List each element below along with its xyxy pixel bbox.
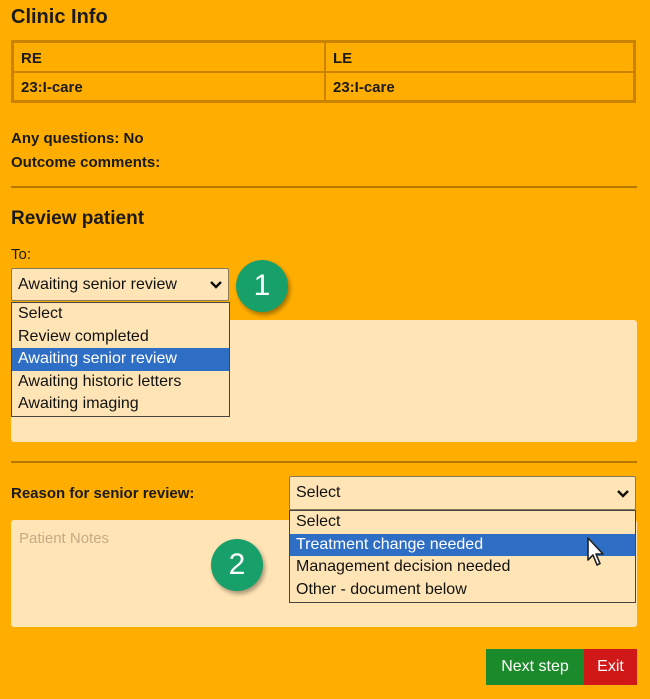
any-questions-text: Any questions: No: [11, 130, 144, 147]
chevron-down-icon: [210, 277, 222, 292]
reason-option[interactable]: Other - document below: [296, 580, 467, 598]
to-option[interactable]: Select: [18, 305, 63, 322]
table-divider: [14, 71, 633, 73]
chevron-down-icon: [617, 486, 629, 501]
clinic-info-title: Clinic Info: [11, 6, 108, 28]
to-select[interactable]: [11, 268, 229, 301]
to-option-selected[interactable]: Awaiting senior review: [12, 348, 229, 371]
section-divider: [11, 186, 637, 188]
exit-button[interactable]: Exit: [584, 649, 637, 685]
reason-select[interactable]: [289, 476, 636, 510]
next-step-button[interactable]: Next step: [486, 649, 584, 685]
step-badge-2: 2: [211, 539, 263, 591]
reason-select-value: Select: [296, 484, 341, 501]
to-option[interactable]: Review completed: [18, 327, 149, 345]
reason-option-highlighted[interactable]: Treatment change needed: [290, 534, 635, 557]
step-badge-1: 1: [236, 260, 288, 312]
table-cell-le: 23:I-care: [333, 79, 395, 96]
reason-dropdown-list[interactable]: [289, 510, 636, 603]
mouse-pointer-icon: [586, 536, 606, 573]
outcome-comments-text: Outcome comments:: [11, 154, 161, 171]
table-header-le: LE: [333, 50, 353, 67]
reason-label: Reason for senior review:: [11, 485, 195, 502]
to-label: To:: [11, 246, 32, 263]
reason-option[interactable]: Management decision needed: [296, 558, 511, 575]
reason-option[interactable]: Select: [296, 513, 341, 530]
to-option[interactable]: Awaiting historic letters: [18, 372, 182, 390]
section-divider: [11, 461, 637, 463]
to-option[interactable]: Awaiting imaging: [18, 395, 139, 412]
clinic-table: [11, 40, 636, 103]
review-patient-title: Review patient: [11, 208, 145, 229]
table-header-re: RE: [21, 50, 42, 67]
to-dropdown-list[interactable]: [11, 302, 230, 417]
patient-notes-placeholder: Patient Notes: [19, 530, 110, 547]
to-select-value: Awaiting senior review: [18, 275, 177, 293]
table-cell-re: 23:I-care: [21, 79, 83, 96]
